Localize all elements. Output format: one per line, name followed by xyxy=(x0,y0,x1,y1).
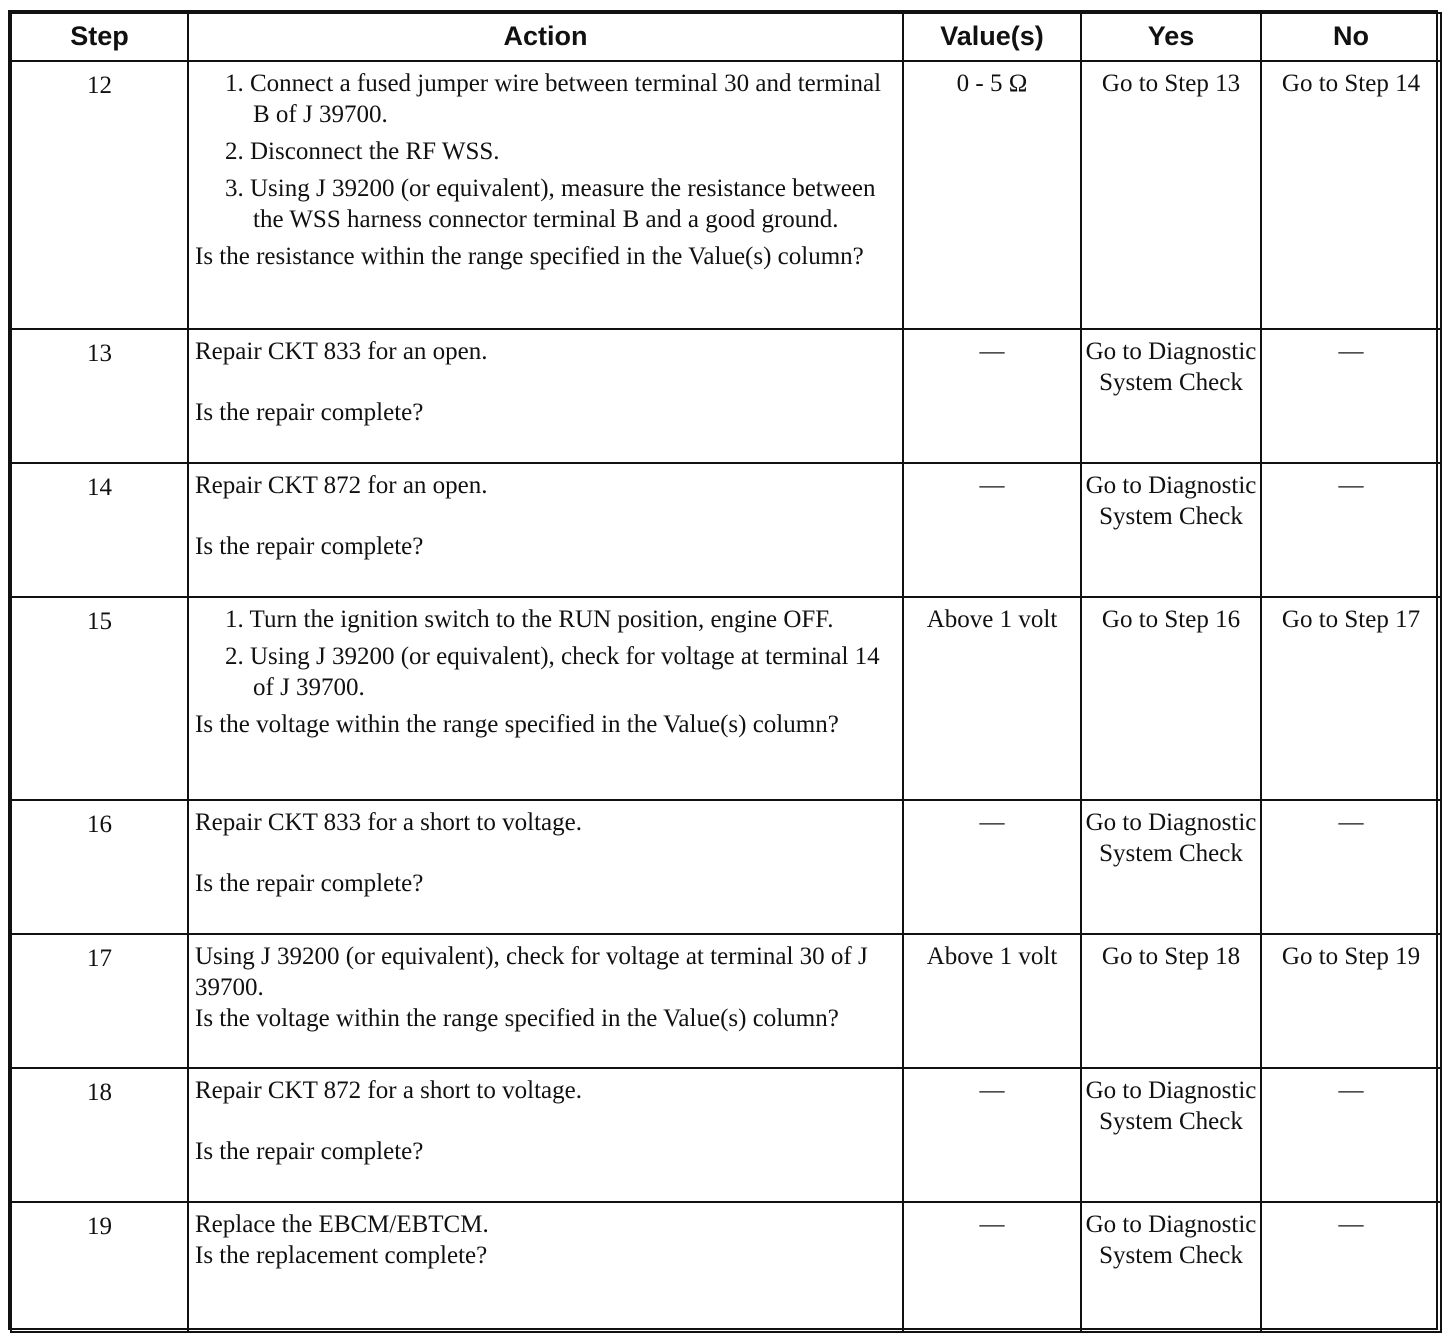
table-row xyxy=(11,329,1441,463)
value-cell: — xyxy=(903,329,1081,463)
action-text: Repair CKT 872 for a short to voltage. xyxy=(195,1077,582,1104)
diagnostic-table xyxy=(10,12,1442,1333)
action-cell xyxy=(188,1068,903,1202)
action-question: Is the voltage within the range specified in the Value(s) column? xyxy=(195,711,839,738)
action-text: Repair CKT 833 for an open. xyxy=(195,338,488,365)
step-number: 13 xyxy=(11,329,188,463)
action-cell xyxy=(188,463,903,597)
diagnostic-table-page xyxy=(8,10,1438,1330)
value-cell: — xyxy=(903,463,1081,597)
yes-cell: Go to Diagnostic System Check xyxy=(1081,463,1261,597)
no-cell: — xyxy=(1261,800,1441,934)
value-cell: 0 - 5 Ω xyxy=(903,61,1081,329)
step-number: 16 xyxy=(11,800,188,934)
value-cell: — xyxy=(903,1202,1081,1332)
no-cell: — xyxy=(1261,1068,1441,1202)
value-cell: Above 1 volt xyxy=(903,934,1081,1068)
table-row xyxy=(11,597,1441,800)
no-cell: Go to Step 14 xyxy=(1261,61,1441,329)
action-cell xyxy=(188,329,903,463)
header-step: Step xyxy=(11,13,188,61)
yes-cell: Go to Diagnostic System Check xyxy=(1081,329,1261,463)
action-text: Using J 39200 (or equivalent), check for voltage at terminal 30 of J 39700. xyxy=(195,943,868,1001)
action-question: Is the repair complete? xyxy=(195,533,424,560)
step-number: 17 xyxy=(11,934,188,1068)
action-step: 2. Using J 39200 (or equivalent), check for voltage at terminal 14 of J 39700. xyxy=(225,643,880,701)
yes-cell: Go to Diagnostic System Check xyxy=(1081,800,1261,934)
yes-cell: Go to Diagnostic System Check xyxy=(1081,1068,1261,1202)
action-cell xyxy=(188,597,903,800)
action-step: 1. Connect a fused jumper wire between terminal 30 and terminal B of J 39700. xyxy=(225,70,882,128)
header-no: No xyxy=(1261,13,1441,61)
action-step: 2. Disconnect the RF WSS. xyxy=(225,138,500,165)
table-row xyxy=(11,61,1441,329)
action-text: Replace the EBCM/EBTCM. xyxy=(195,1211,489,1238)
action-text: Repair CKT 872 for an open. xyxy=(195,472,488,499)
action-cell xyxy=(188,800,903,934)
action-text: Repair CKT 833 for a short to voltage. xyxy=(195,809,582,836)
table-row xyxy=(11,800,1441,934)
action-step: 3. Using J 39200 (or equivalent), measure the resistance between the WSS harness connector terminal B and a good ground. xyxy=(225,175,876,233)
no-cell: — xyxy=(1261,463,1441,597)
action-question: Is the resistance within the range specified in the Value(s) column? xyxy=(195,243,864,270)
header-action: Action xyxy=(188,13,903,61)
no-cell: — xyxy=(1261,1202,1441,1332)
yes-cell: Go to Step 16 xyxy=(1081,597,1261,800)
action-question: Is the repair complete? xyxy=(195,1138,424,1165)
yes-cell: Go to Diagnostic System Check xyxy=(1081,1202,1261,1332)
action-cell xyxy=(188,1202,903,1332)
action-question: Is the repair complete? xyxy=(195,399,424,426)
step-number: 12 xyxy=(11,61,188,329)
action-question: Is the replacement complete? xyxy=(195,1242,488,1269)
step-number: 15 xyxy=(11,597,188,800)
table-row xyxy=(11,934,1441,1068)
value-cell: Above 1 volt xyxy=(903,597,1081,800)
no-cell: Go to Step 19 xyxy=(1261,934,1441,1068)
yes-cell: Go to Step 13 xyxy=(1081,61,1261,329)
yes-cell: Go to Step 18 xyxy=(1081,934,1261,1068)
header-yes: Yes xyxy=(1081,13,1261,61)
table-row xyxy=(11,1068,1441,1202)
action-question: Is the voltage within the range specified in the Value(s) column? xyxy=(195,1005,839,1032)
no-cell: Go to Step 17 xyxy=(1261,597,1441,800)
step-number: 19 xyxy=(11,1202,188,1332)
table-header-row xyxy=(11,13,1441,61)
table-row xyxy=(11,1202,1441,1332)
no-cell: — xyxy=(1261,329,1441,463)
header-values: Value(s) xyxy=(903,13,1081,61)
step-number: 18 xyxy=(11,1068,188,1202)
table-row xyxy=(11,463,1441,597)
action-step: 1. Turn the ignition switch to the RUN position, engine OFF. xyxy=(225,606,834,633)
action-question: Is the repair complete? xyxy=(195,870,424,897)
step-number: 14 xyxy=(11,463,188,597)
value-cell: — xyxy=(903,1068,1081,1202)
action-cell xyxy=(188,61,903,329)
value-cell: — xyxy=(903,800,1081,934)
action-steps xyxy=(195,604,888,703)
action-cell xyxy=(188,934,903,1068)
action-steps xyxy=(195,68,888,235)
